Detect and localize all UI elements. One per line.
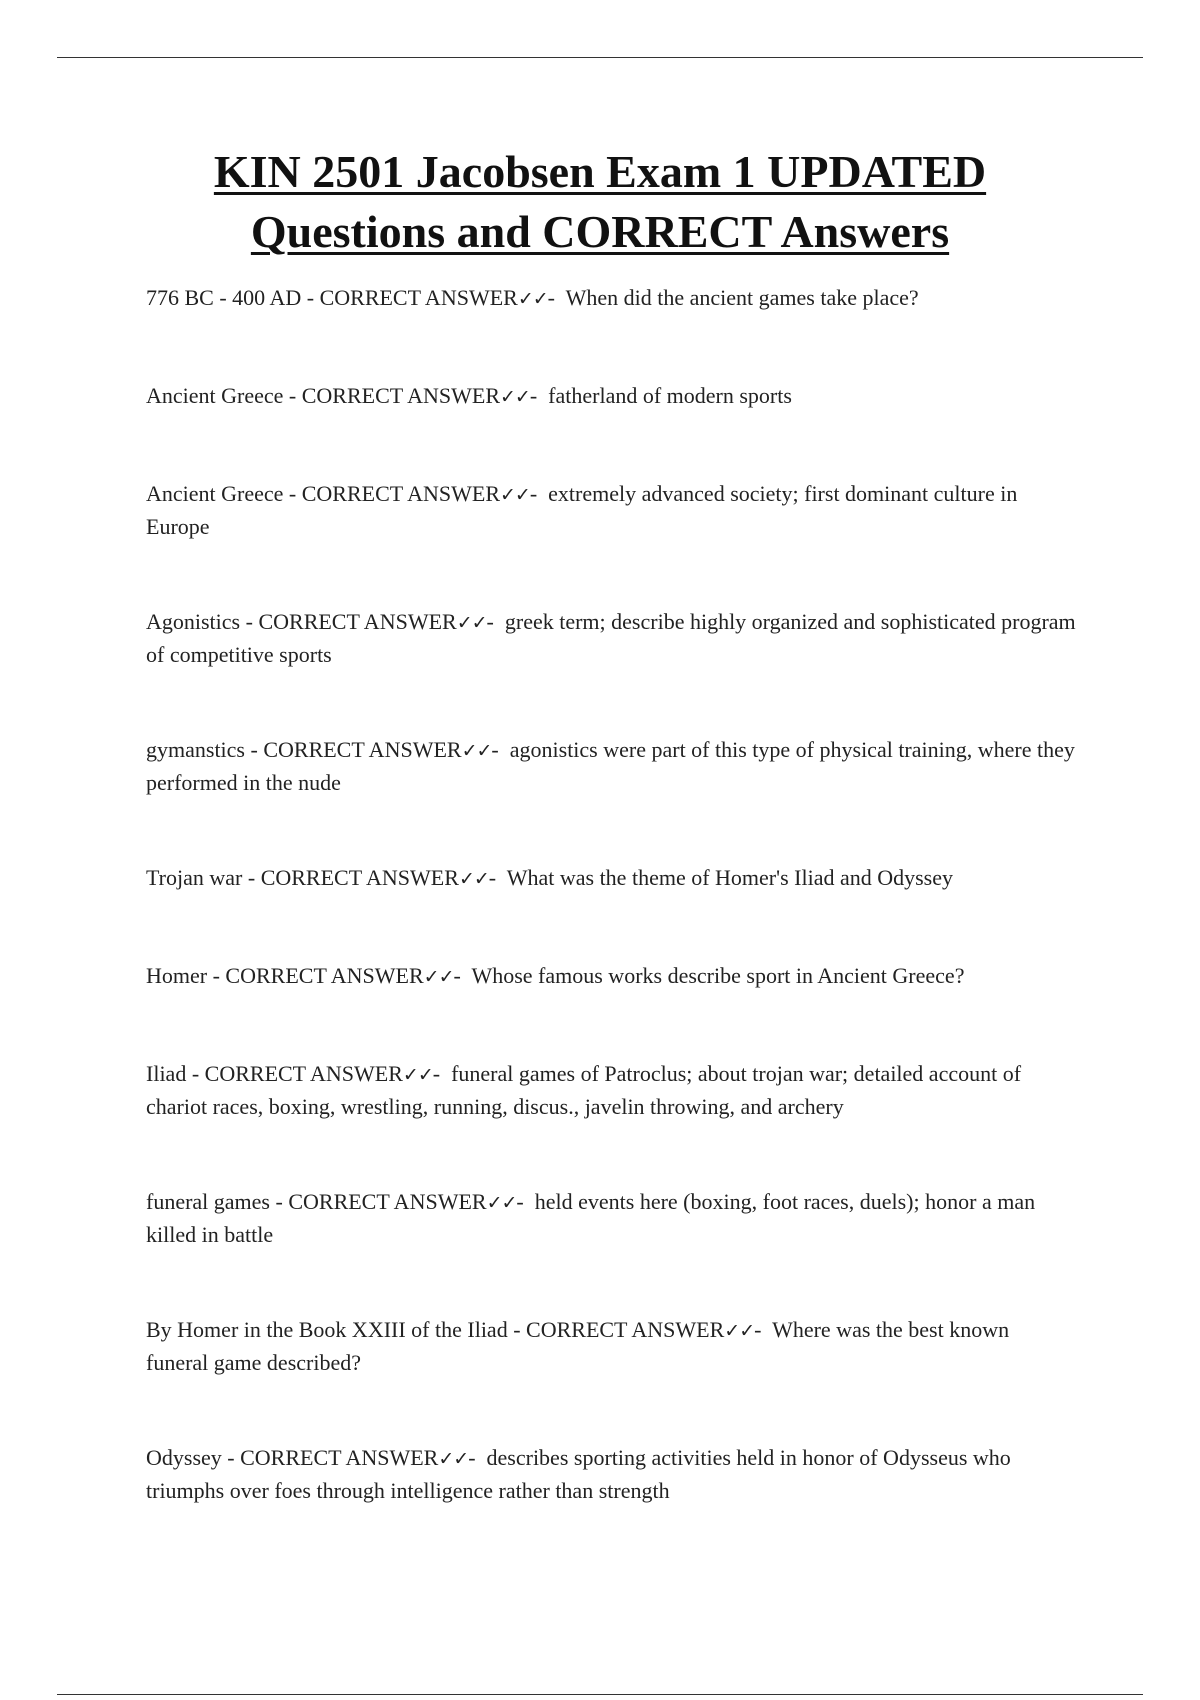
qa-item: gymanstics - CORRECT ANSWER✓✓- agonistics were part of this type of physical training, where they performed in the nude [146, 737, 1075, 795]
correct-answer-label: CORRECT ANSWER [258, 609, 457, 634]
correct-answer-label: CORRECT ANSWER [260, 865, 459, 890]
double-check-icon: ✓✓ [500, 484, 530, 506]
bottom-rule [57, 1694, 1143, 1695]
qa-item: By Homer in the Book XXIII of the Iliad - CORRECT ANSWER✓✓- Where was the best known funeral game described? [146, 1317, 1010, 1375]
qa-item: Ancient Greece - CORRECT ANSWER✓✓- extremely advanced society; first dominant culture in Europe [146, 481, 1018, 539]
top-rule [57, 57, 1143, 58]
document-title [60, 142, 1140, 262]
double-check-icon: ✓✓ [486, 1192, 517, 1214]
correct-answer-label: CORRECT ANSWER [288, 1189, 487, 1214]
title-line-1: KIN 2501 Jacobsen Exam 1 UPDATED [213, 146, 987, 197]
qa-item: Odyssey - CORRECT ANSWER✓✓- describes sporting activities held in honor of Odysseus who triumphs over foes through intelligence rather than strength [146, 1445, 1011, 1503]
qa-definition: describes sporting activities held in honor of Odysseus who triumphs over foes through intelligence rather than strength [146, 1445, 1011, 1503]
qa-term: Homer [146, 963, 208, 988]
correct-answer-label: CORRECT ANSWER [204, 1061, 403, 1086]
qa-item: Ancient Greece - CORRECT ANSWER✓✓- fatherland of modern sports [146, 383, 792, 408]
qa-item: Iliad - CORRECT ANSWER✓✓- funeral games of Patroclus; about trojan war; detailed account of chariot races, boxing, wrestling, running, discus., javelin throwing, and archery [146, 1061, 1022, 1119]
qa-definition: What was the theme of Homer's Iliad and Odyssey [506, 865, 954, 890]
correct-answer-label: CORRECT ANSWER [263, 737, 462, 762]
qa-term: By Homer in the Book XXIII of the Iliad [146, 1317, 508, 1342]
qa-definition: held events here (boxing, foot races, duels); honor a man killed in battle [146, 1189, 1036, 1247]
qa-term: funeral games [146, 1189, 270, 1214]
double-check-icon: ✓✓ [517, 288, 548, 310]
double-check-icon: ✓✓ [461, 740, 492, 762]
qa-term: Ancient Greece [146, 481, 284, 506]
qa-definition: Whose famous works describe sport in Ancient Greece? [471, 963, 965, 988]
qa-item: 776 BC - 400 AD - CORRECT ANSWER✓✓- When did the ancient games take place? [146, 285, 919, 310]
correct-answer-label: CORRECT ANSWER [526, 1317, 725, 1342]
qa-item: Homer - CORRECT ANSWER✓✓- Whose famous works describe sport in Ancient Greece? [146, 963, 965, 988]
qa-term: 776 BC - 400 AD [146, 285, 302, 310]
qa-definition: Where was the best known funeral game described? [146, 1317, 1010, 1375]
correct-answer-label: CORRECT ANSWER [225, 963, 424, 988]
double-check-icon: ✓✓ [724, 1320, 755, 1342]
qa-item: Agonistics - CORRECT ANSWER✓✓- greek term; describe highly organized and sophisticated program of competitive sports [146, 609, 1076, 667]
qa-definition: funeral games of Patroclus; about trojan war; detailed account of chariot races, boxing, wrestling, running, discus., javelin throwing, and archery [146, 1061, 1022, 1119]
qa-item: funeral games - CORRECT ANSWER✓✓- held events here (boxing, foot races, duels); honor a man killed in battle [146, 1189, 1036, 1247]
correct-answer-label: CORRECT ANSWER [301, 481, 500, 506]
qa-term: gymanstics [146, 737, 245, 762]
qa-definition: fatherland of modern sports [548, 383, 792, 408]
qa-term: Ancient Greece [146, 383, 284, 408]
double-check-icon: ✓✓ [402, 1064, 433, 1086]
qa-definition: When did the ancient games take place? [565, 285, 919, 310]
correct-answer-label: CORRECT ANSWER [240, 1445, 439, 1470]
qa-term: Iliad [146, 1061, 187, 1086]
correct-answer-label: CORRECT ANSWER [301, 383, 500, 408]
qa-definition: greek term; describe highly organized and sophisticated program of competitive sports [146, 609, 1076, 667]
qa-term: Agonistics [146, 609, 241, 634]
qa-term: Odyssey [146, 1445, 222, 1470]
double-check-icon: ✓✓ [458, 868, 489, 890]
qa-definition: agonistics were part of this type of physical training, where they performed in the nude [146, 737, 1075, 795]
double-check-icon: ✓✓ [438, 1448, 469, 1470]
qa-item: Trojan war - CORRECT ANSWER✓✓- What was the theme of Homer's Iliad and Odyssey [146, 865, 954, 890]
double-check-icon: ✓✓ [456, 612, 487, 634]
double-check-icon: ✓✓ [423, 966, 454, 988]
title-line-2: Questions and CORRECT Answers [250, 206, 950, 257]
qa-list [146, 282, 1076, 1507]
double-check-icon: ✓✓ [500, 386, 530, 408]
qa-term: Trojan war [146, 865, 243, 890]
correct-answer-label: CORRECT ANSWER [319, 285, 518, 310]
qa-definition: extremely advanced society; first dominant culture in Europe [146, 481, 1018, 539]
